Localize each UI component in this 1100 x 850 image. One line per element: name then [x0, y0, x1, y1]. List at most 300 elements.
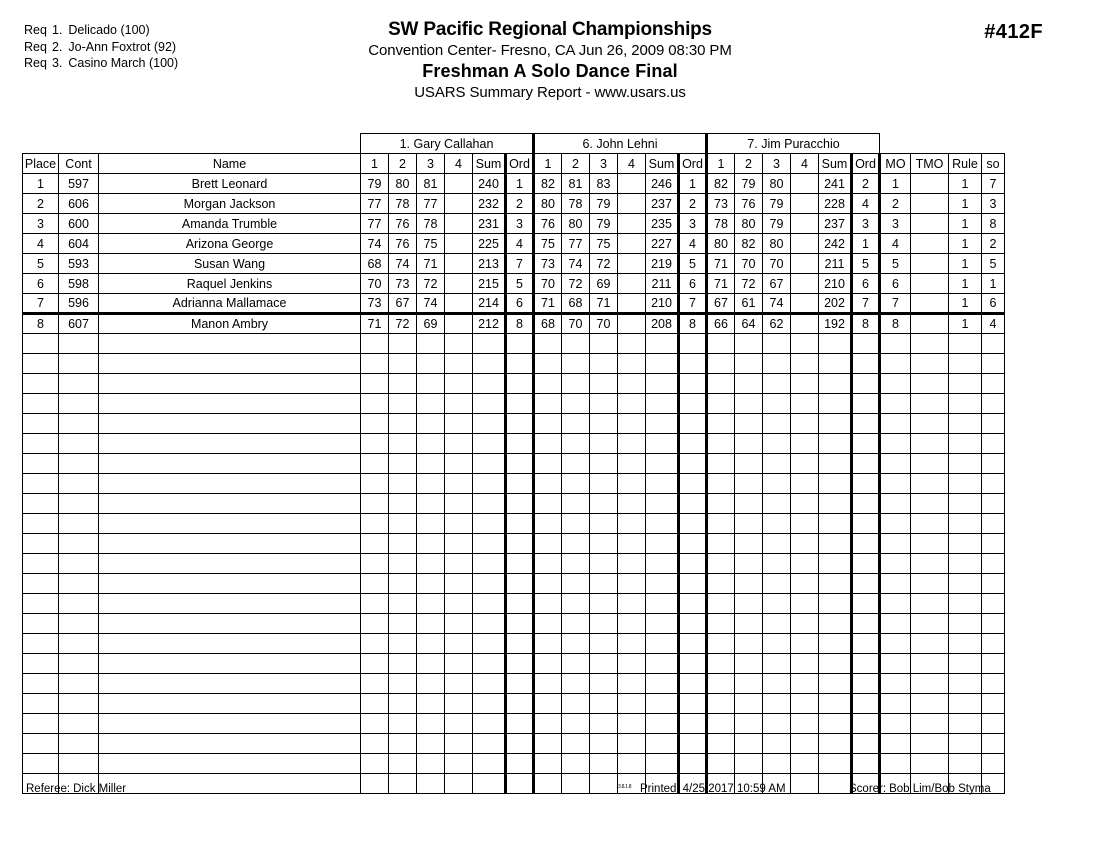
cell-so [982, 714, 1005, 734]
cell-j7-d2: 70 [735, 254, 763, 274]
cell-cont [59, 454, 99, 474]
cell-j6-d4 [618, 614, 646, 634]
cell-j7-sum [819, 374, 852, 394]
cell-j1-d3 [417, 554, 445, 574]
cell-j6-sum [646, 434, 679, 454]
cell-j1-ord: 2 [506, 194, 534, 214]
cell-j7-d2 [735, 574, 763, 594]
cell-j1-d4 [445, 634, 473, 654]
cell-j1-sum [473, 554, 506, 574]
cell-j6-d4 [618, 274, 646, 294]
cell-tmo [911, 194, 949, 214]
cell-j1-sum [473, 654, 506, 674]
cell-j1-d3 [417, 414, 445, 434]
cell-j1-d3 [417, 514, 445, 534]
table-row-empty [23, 394, 1005, 414]
cell-so [982, 634, 1005, 654]
cell-j7-sum: 202 [819, 294, 852, 314]
cell-j1-d3 [417, 694, 445, 714]
cell-j1-d2: 72 [389, 314, 417, 334]
cell-place [23, 434, 59, 454]
cell-place: 6 [23, 274, 59, 294]
cell-j7-d2: 61 [735, 294, 763, 314]
cell-j7-ord: 3 [852, 214, 880, 234]
cell-j6-d4 [618, 574, 646, 594]
cell-mo [880, 434, 911, 454]
cell-name [99, 594, 361, 614]
cell-cont [59, 734, 99, 754]
cell-j7-d4 [791, 214, 819, 234]
cell-cont [59, 534, 99, 554]
cell-j6-d4 [618, 314, 646, 334]
cell-j7-d1 [707, 634, 735, 654]
cell-j7-sum [819, 574, 852, 594]
cell-j6-ord [679, 754, 707, 774]
cell-place [23, 754, 59, 774]
cell-j1-d2 [389, 674, 417, 694]
cell-j6-d1 [534, 754, 562, 774]
cell-j1-d3 [417, 574, 445, 594]
cell-cont [59, 714, 99, 734]
table-row-empty [23, 674, 1005, 694]
cell-j1-d4 [445, 514, 473, 534]
cell-j1-sum: 240 [473, 174, 506, 194]
cell-j7-d1 [707, 414, 735, 434]
cell-j6-d2: 68 [562, 294, 590, 314]
cell-j6-d1 [534, 534, 562, 554]
cell-j1-d3 [417, 754, 445, 774]
cell-j7-d3 [763, 714, 791, 734]
cell-j6-sum: 246 [646, 174, 679, 194]
cell-j7-d3: 74 [763, 294, 791, 314]
cell-place [23, 494, 59, 514]
cell-j1-d4 [445, 194, 473, 214]
cell-j7-d3 [763, 674, 791, 694]
cell-tmo [911, 614, 949, 634]
cell-j7-d4 [791, 194, 819, 214]
cell-j1-d3 [417, 334, 445, 354]
judge-6-name: 6. John Lehni [534, 134, 707, 154]
cell-j7-d1 [707, 474, 735, 494]
table-row-empty [23, 554, 1005, 574]
table-row [23, 254, 1005, 274]
cell-j6-d2 [562, 394, 590, 414]
cell-j1-d4 [445, 454, 473, 474]
cell-name [99, 394, 361, 414]
cell-j6-sum [646, 734, 679, 754]
cell-name [99, 454, 361, 474]
cell-j6-d4 [618, 594, 646, 614]
cell-j6-d2 [562, 694, 590, 714]
cell-j7-d2 [735, 454, 763, 474]
cell-j6-ord: 5 [679, 254, 707, 274]
cell-j7-sum [819, 694, 852, 714]
cell-j7-ord [852, 454, 880, 474]
cell-j1-d2 [389, 414, 417, 434]
cell-j1-sum: 212 [473, 314, 506, 334]
cell-j1-d1 [361, 454, 389, 474]
cell-j6-sum [646, 394, 679, 414]
cell-j6-ord: 6 [679, 274, 707, 294]
cell-j1-ord [506, 514, 534, 534]
venue-datetime: Convention Center- Fresno, CA Jun 26, 2009 08:30 PM [368, 42, 732, 59]
cell-cont [59, 514, 99, 534]
cell-cont: 596 [59, 294, 99, 314]
cell-place [23, 634, 59, 654]
cell-j1-d3 [417, 454, 445, 474]
cell-j6-d1 [534, 334, 562, 354]
cell-so [982, 734, 1005, 754]
table-row-empty [23, 374, 1005, 394]
cell-cont [59, 394, 99, 414]
cell-so [982, 654, 1005, 674]
cell-tmo [911, 434, 949, 454]
cell-j1-d1 [361, 754, 389, 774]
cell-place [23, 654, 59, 674]
cell-name [99, 754, 361, 774]
cell-j7-d4 [791, 674, 819, 694]
band-spacer [982, 134, 1005, 154]
cell-j1-ord [506, 734, 534, 754]
cell-j6-ord [679, 694, 707, 714]
cell-j6-d2 [562, 334, 590, 354]
cell-place [23, 454, 59, 474]
cell-j6-sum: 211 [646, 274, 679, 294]
header-place: Place [23, 154, 59, 174]
cell-j1-d1 [361, 694, 389, 714]
cell-j1-d1 [361, 674, 389, 694]
cell-j7-ord [852, 554, 880, 574]
table-row-empty [23, 514, 1005, 534]
cell-j6-d3 [590, 454, 618, 474]
cell-tmo [911, 234, 949, 254]
cell-j7-d2 [735, 494, 763, 514]
cell-j6-d3 [590, 674, 618, 694]
cell-j6-d4 [618, 534, 646, 554]
band-spacer [99, 134, 361, 154]
cell-mo: 7 [880, 294, 911, 314]
cell-j7-d3 [763, 754, 791, 774]
cell-j1-sum [473, 354, 506, 374]
cell-j6-d2 [562, 654, 590, 674]
cell-j6-d1 [534, 474, 562, 494]
cell-j1-d2: 73 [389, 274, 417, 294]
cell-j1-d2: 67 [389, 294, 417, 314]
band-spacer [880, 134, 911, 154]
cell-mo: 2 [880, 194, 911, 214]
cell-j6-d4 [618, 394, 646, 414]
header-tmo: TMO [911, 154, 949, 174]
printed-timestamp: 4/25/2017 10:59 AM [682, 783, 786, 795]
cell-rule [949, 354, 982, 374]
cell-j7-ord [852, 754, 880, 774]
cell-j7-d4 [791, 414, 819, 434]
cell-j7-d2 [735, 594, 763, 614]
cell-tmo [911, 414, 949, 434]
cell-j1-d1 [361, 654, 389, 674]
cell-name [99, 334, 361, 354]
cell-j7-ord [852, 574, 880, 594]
table-row [23, 214, 1005, 234]
cell-j6-ord [679, 674, 707, 694]
header-j1-d3: 3 [417, 154, 445, 174]
cell-j6-d1 [534, 514, 562, 534]
cell-j6-d3 [590, 354, 618, 374]
cell-j6-d4 [618, 734, 646, 754]
cell-j7-d1 [707, 674, 735, 694]
cell-j1-sum [473, 394, 506, 414]
cell-j7-d2: 82 [735, 234, 763, 254]
cell-j1-d3 [417, 474, 445, 494]
cell-j7-sum [819, 494, 852, 514]
table-row-empty [23, 454, 1005, 474]
cell-mo [880, 554, 911, 574]
cell-j6-ord: 1 [679, 174, 707, 194]
cell-j6-sum [646, 554, 679, 574]
cell-j7-d4 [791, 174, 819, 194]
cell-name [99, 514, 361, 534]
cell-j7-ord [852, 654, 880, 674]
cell-j6-d3 [590, 514, 618, 534]
table-row-empty [23, 534, 1005, 554]
cell-mo [880, 374, 911, 394]
cell-j1-ord [506, 494, 534, 514]
cell-j6-d4 [618, 474, 646, 494]
header-j1-d2: 2 [389, 154, 417, 174]
cell-j6-d1: 73 [534, 254, 562, 274]
cell-j6-d2 [562, 454, 590, 474]
cell-tmo [911, 394, 949, 414]
cell-j6-d4 [618, 674, 646, 694]
cell-j1-d4 [445, 714, 473, 734]
cell-j1-d2 [389, 394, 417, 414]
referee-info [26, 783, 126, 795]
cell-j7-d2 [735, 634, 763, 654]
cell-tmo [911, 454, 949, 474]
header-rule: Rule [949, 154, 982, 174]
cell-name [99, 414, 361, 434]
cell-mo [880, 494, 911, 514]
cell-j6-d4 [618, 374, 646, 394]
cell-j6-sum [646, 714, 679, 734]
cell-j7-sum [819, 634, 852, 654]
cell-j7-d3 [763, 474, 791, 494]
cell-j6-d1 [534, 634, 562, 654]
cell-j7-ord [852, 594, 880, 614]
cell-j6-sum [646, 574, 679, 594]
cell-j1-d3: 77 [417, 194, 445, 214]
cell-j7-sum [819, 394, 852, 414]
cell-j7-d1: 66 [707, 314, 735, 334]
cell-j6-ord [679, 574, 707, 594]
cell-j1-d4 [445, 254, 473, 274]
cell-j1-d4 [445, 494, 473, 514]
table-row [23, 234, 1005, 254]
cell-j6-ord [679, 614, 707, 634]
cell-j7-d4 [791, 514, 819, 534]
cell-mo [880, 514, 911, 534]
cell-j1-d3 [417, 394, 445, 414]
cell-j1-d1: 77 [361, 214, 389, 234]
cell-j6-d3: 83 [590, 174, 618, 194]
report-footer [0, 783, 1100, 803]
cell-j7-d1: 80 [707, 234, 735, 254]
cell-tmo [911, 514, 949, 534]
cell-j1-d4 [445, 754, 473, 774]
cell-rule [949, 654, 982, 674]
cell-j1-d1 [361, 734, 389, 754]
cell-j6-d1: 80 [534, 194, 562, 214]
cell-j1-d2 [389, 614, 417, 634]
cell-j6-d1: 70 [534, 274, 562, 294]
cell-j7-sum [819, 734, 852, 754]
cell-mo: 6 [880, 274, 911, 294]
cell-cont [59, 354, 99, 374]
cell-j1-d1 [361, 334, 389, 354]
cell-j1-sum [473, 634, 506, 654]
cell-mo: 1 [880, 174, 911, 194]
cell-j7-d2 [735, 394, 763, 414]
cell-j6-d2 [562, 734, 590, 754]
cell-j6-ord [679, 594, 707, 614]
cell-j7-d4 [791, 374, 819, 394]
cell-j1-sum [473, 434, 506, 454]
cell-mo [880, 614, 911, 634]
referee-label: Referee: [26, 783, 71, 795]
cell-j1-d4 [445, 214, 473, 234]
cell-j6-ord [679, 374, 707, 394]
cell-so [982, 354, 1005, 374]
cell-j1-d3: 69 [417, 314, 445, 334]
cell-j7-sum: 210 [819, 274, 852, 294]
cell-j1-d3: 74 [417, 294, 445, 314]
table-row [23, 314, 1005, 334]
cell-j6-d1: 68 [534, 314, 562, 334]
cell-name [99, 694, 361, 714]
cell-j7-sum [819, 554, 852, 574]
cell-j7-d2: 76 [735, 194, 763, 214]
cell-j6-d3 [590, 594, 618, 614]
cell-j1-sum [473, 474, 506, 494]
cell-j7-d1 [707, 754, 735, 774]
cell-j6-d2: 81 [562, 174, 590, 194]
cell-j1-d1 [361, 474, 389, 494]
cell-j6-sum [646, 614, 679, 634]
cell-j7-d3 [763, 394, 791, 414]
cell-j7-sum [819, 714, 852, 734]
cell-j1-d2 [389, 474, 417, 494]
cell-j7-sum [819, 434, 852, 454]
cell-j6-sum [646, 754, 679, 774]
cell-j1-ord [506, 614, 534, 634]
cell-j6-d3 [590, 734, 618, 754]
cell-tmo [911, 214, 949, 234]
cell-j1-d1 [361, 374, 389, 394]
cell-so: 3 [982, 194, 1005, 214]
cell-j7-d2 [735, 434, 763, 454]
cell-j6-d2: 74 [562, 254, 590, 274]
cell-j1-d2 [389, 514, 417, 534]
cell-j7-sum [819, 414, 852, 434]
cell-j6-d2 [562, 554, 590, 574]
cell-mo: 3 [880, 214, 911, 234]
cell-j6-sum [646, 654, 679, 674]
cell-j6-d2 [562, 474, 590, 494]
cell-mo [880, 354, 911, 374]
cell-j1-sum [473, 714, 506, 734]
cell-j1-d1 [361, 634, 389, 654]
cell-j7-d3 [763, 414, 791, 434]
cell-j7-d4 [791, 534, 819, 554]
cell-j7-ord [852, 354, 880, 374]
cell-j7-d1 [707, 554, 735, 574]
table-row-empty [23, 734, 1005, 754]
cell-j6-d3: 72 [590, 254, 618, 274]
cell-j6-d2 [562, 534, 590, 554]
cell-j6-d4 [618, 254, 646, 274]
cell-j7-d4 [791, 394, 819, 414]
cell-j6-sum: 208 [646, 314, 679, 334]
cell-mo [880, 534, 911, 554]
cell-j7-sum: 237 [819, 214, 852, 234]
cell-j1-d2 [389, 694, 417, 714]
cell-j1-ord: 3 [506, 214, 534, 234]
cell-j1-ord [506, 454, 534, 474]
cell-j7-ord: 1 [852, 234, 880, 254]
cell-j7-d3 [763, 354, 791, 374]
cell-j7-d4 [791, 554, 819, 574]
cell-mo [880, 474, 911, 494]
cell-j6-d2 [562, 374, 590, 394]
cell-so [982, 694, 1005, 714]
cell-j1-d3 [417, 714, 445, 734]
cell-j7-ord: 2 [852, 174, 880, 194]
cell-mo [880, 574, 911, 594]
cell-j1-d2 [389, 434, 417, 454]
cell-j7-d3 [763, 534, 791, 554]
cell-j6-d3 [590, 754, 618, 774]
cell-j7-d1 [707, 594, 735, 614]
header-j7-d3: 3 [763, 154, 791, 174]
cell-j1-ord [506, 714, 534, 734]
cell-j6-d4 [618, 234, 646, 254]
header-j6-ord: Ord [679, 154, 707, 174]
cell-j6-ord: 4 [679, 234, 707, 254]
cell-j1-sum [473, 494, 506, 514]
cell-j6-d4 [618, 214, 646, 234]
cell-cont [59, 474, 99, 494]
table-row-empty [23, 594, 1005, 614]
cell-j6-d2 [562, 634, 590, 654]
cell-j6-d4 [618, 414, 646, 434]
printed-label: Printed: [640, 783, 680, 795]
cell-j6-ord [679, 494, 707, 514]
cell-j7-sum [819, 674, 852, 694]
cell-place: 1 [23, 174, 59, 194]
cell-so [982, 554, 1005, 574]
cell-place [23, 714, 59, 734]
cell-j1-d1 [361, 594, 389, 614]
cell-j1-d4 [445, 614, 473, 634]
cell-j7-sum [819, 334, 852, 354]
cell-rule [949, 494, 982, 514]
cell-cont [59, 554, 99, 574]
cell-place: 7 [23, 294, 59, 314]
event-title: Freshman A Solo Dance Final [422, 61, 678, 81]
cell-j6-d2 [562, 434, 590, 454]
cell-j7-d3 [763, 694, 791, 714]
cell-mo [880, 394, 911, 414]
